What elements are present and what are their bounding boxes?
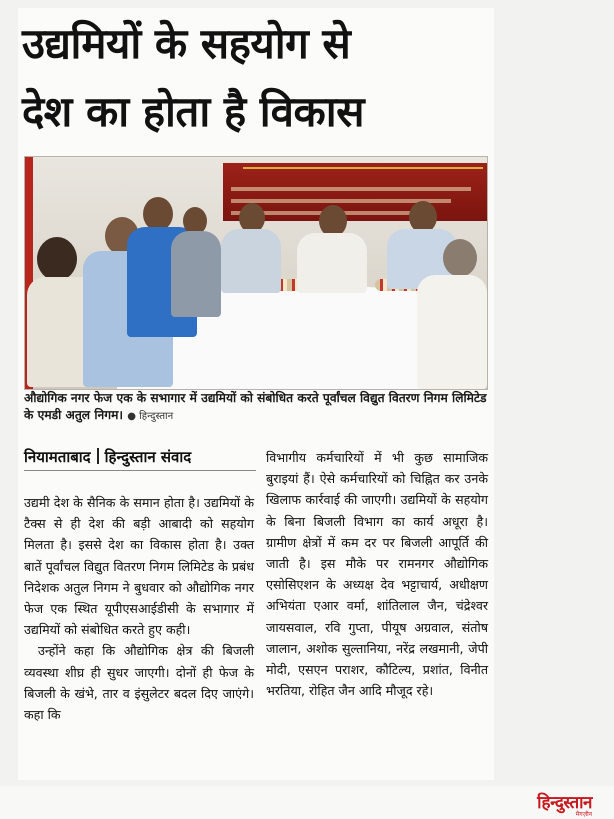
article-paragraph: विभागीय कर्मचारियों में भी कुछ सामाजिक बुराइयां हैं। ऐसे कर्मचारियों को चिह्नित कर उनके खिलाफ कार्रवाई की जाएगी। उद्यमियों के सहयोग के बिना बिजली विभाग का कार्य अधूरा है। ग्रामीण क्षेत्रों में कम दर पर बिजली आपूर्ति की जाती है। इस मौके पर रामनगर औद्योगिक एसोसिएशन के अध्यक्ष देव भट्टाचार्य, अधीक्षण अभियंता एआर वर्मा, शांतिलाल जैन, चंद्रेश्वर जायसवाल, रवि गुप्ता, पीयूष अग्रवाल, संतोष जालान, अशोक सुल्तानिया, नरेंद्र लखमानी, जेपी मोदी, एसएन पराशर, कौटिल्य, प्रशांत, विनीत भरतिया, रोहित जैन आदि मौजूद रहे। — [266, 450, 488, 699]
byline-place: नियामताबाद — [24, 448, 91, 466]
hindustan-logo: हिन्दुस्तान — [537, 793, 592, 813]
hindustan-logo-sub: मैगज़ीन — [575, 811, 592, 818]
headline-line-1: उद्यमियों के सहयोग से — [22, 19, 351, 68]
footer-band — [0, 786, 614, 819]
article-paragraph: उन्होंने कहा कि औद्योगिक क्षेत्र की बिजली व्यवस्था शीघ्र ही सुधर जाएगी। दोनों ही फेज के बिजली के खंभे, तार व इंसुलेटर बदल दिए जाएंगे। कहा कि — [24, 643, 254, 723]
photo-person-md-speaker — [297, 205, 367, 293]
article-column-2 — [266, 447, 488, 701]
headline — [22, 10, 492, 146]
article-column-1 — [24, 492, 254, 725]
byline-source: हिन्दुस्तान संवाद — [104, 448, 192, 466]
photo-caption — [24, 390, 488, 425]
caption-text: औद्योगिक नगर फेज एक के सभागार में उद्यमियों को संबोधित करते पूर्वांचल विद्युत वितरण निगम लिमिटेड के एमडी अतुल निगम। — [24, 391, 487, 422]
photo-person — [171, 207, 221, 317]
news-clipping — [18, 8, 494, 780]
news-photo — [24, 156, 488, 390]
byline-separator — [97, 448, 99, 464]
photo-person — [417, 239, 487, 389]
article-paragraph: उद्यमी देश के सैनिक के समान होता है। उद्यमियों के टैक्स से ही देश की बड़ी आबादी को सहयोग मिलता है। इससे देश का विकास होता है। उक्त बातें पूर्वांचल विद्युत वितरण निगम लिमिटेड के प्रबंध निदेशक अतुल निगम ने बुधवार को औद्योगिक नगर फेज एक स्थित यूपीएसआईडीसी के सभागार में उद्यमियों को संबोधित करते हुए कही। — [24, 495, 254, 638]
caption-credit: ● हिन्दुस्तान — [127, 411, 174, 422]
headline-line-2: देश का होता है विकास — [22, 87, 365, 136]
photo-person — [221, 203, 281, 293]
byline — [24, 444, 256, 471]
